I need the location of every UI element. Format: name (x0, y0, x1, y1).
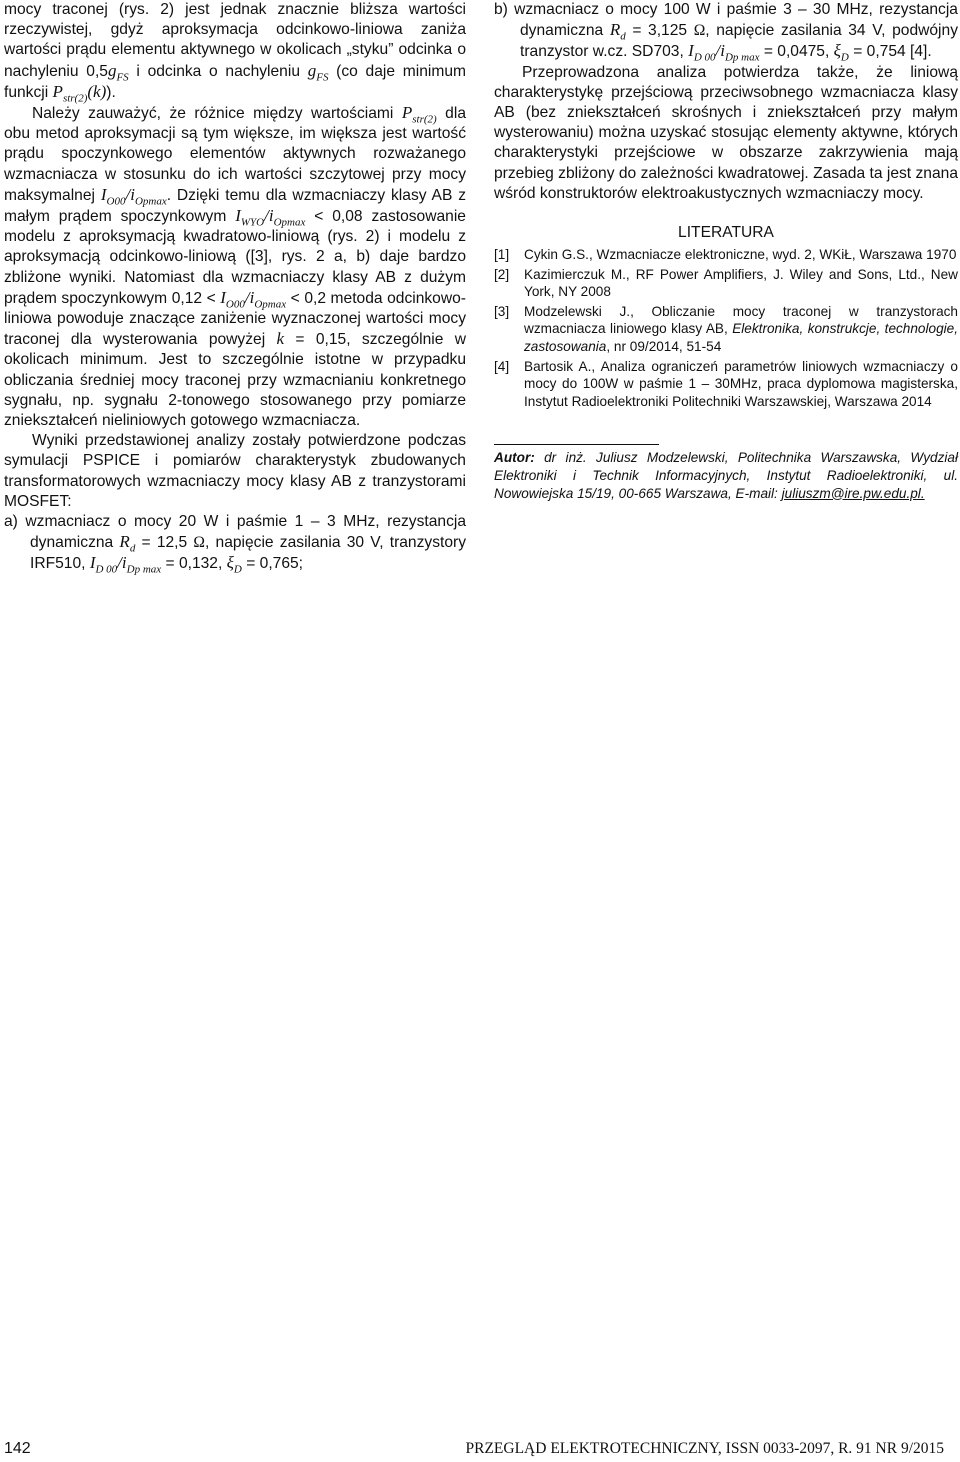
page-footer (4, 1440, 944, 1460)
right-column (494, 0, 958, 502)
reference-number: [2] (494, 266, 510, 282)
author-divider (494, 444, 659, 445)
author-label: Autor: (494, 450, 535, 466)
reference-item (494, 303, 958, 356)
reference-item (494, 358, 958, 411)
references-heading: LITERATURA (678, 224, 774, 242)
page-number: 142 (4, 1440, 31, 1457)
paragraph-3: Wyniki przedstawionej analizy zostały potwierdzone podczas symulacji PSPICE i pomiarów charakterystyk zbudowanych transformatorowych wzmacniaczy mocy klasy AB z tranzystorami MOSFET: (4, 432, 466, 510)
journal-citation: PRZEGLĄD ELEKTROTECHNICZNY, ISSN 0033-2097, R. 91 NR 9/2015 (465, 1440, 944, 1457)
reference-text: Modzelewski J., Obliczanie mocy traconej w tranzystorach wzmacniacza liniowego klasy AB, Elektronika, konstrukcje, technologie, zastosowania, nr 09/2014, 51-54 (524, 303, 958, 354)
paragraph-4: Przeprowadzona analiza potwierdza także, że liniową charakterystykę przejściową przeciwsobnego wzmacniacza klasy AB (bez zniekształceń skrośnych i zniekształceń przy małym wysterowaniu) można uzyskać stosując elementy aktywne, których charakterystyki przejściowe w obszarze zakrzywienia mają przebieg zbliżony do zależności kwadratowej. Zasada ta jest znana wśród konstruktorów elektroakustycznych wzmacniaczy mocy. (494, 63, 958, 202)
paragraph-1: mocy traconej (rys. 2) jest jednak znacznie bliższa wartości rzeczywistej, gdyż aproksymacja odcinkowo-liniowa zaniża wartości prądu elementu aktywnego w okolicach „styku” odcinka o nachyleniu $0,5g_{FS}$ i odcinka o nachyleniu $g_{FS}$ (co daje minimum funkcji $P_{str(2)}(k)$). (4, 1, 466, 105)
left-column (4, 0, 466, 575)
reference-item (494, 246, 958, 264)
reference-list (494, 246, 958, 410)
list-item-b: b) wzmacniacz o mocy 100 W i paśmie 3 – 30 MHz, rezystancja dynamiczna $R_d = 3,125$ Ω, napięcie zasilania 34 V, podwójny tranzystor w.cz. SD703, $I_{D 00}/i_{Dp max} = 0,0475$, $\xi_D = 0,754$ [4]. (494, 1, 958, 64)
reference-number: [3] (494, 303, 510, 319)
reference-item (494, 266, 958, 301)
reference-number: [1] (494, 247, 510, 263)
reference-text: Bartosik A., Analiza ograniczeń parametrów liniowych wzmacniaczy o mocy do 100W w paśmie 1 – 30MHz, praca dyplomowa magisterska, Instytut Radioelektroniki Politechniki Warszawskiej, Warszawa 2014 (524, 358, 958, 409)
list-item-a: a) wzmacniacz o mocy 20 W i paśmie 1 – 3 MHz, rezystancja dynamiczna $R_d = 12,5$ Ω, napięcie zasilania 30 V, tranzystory IRF510, $I_{D 00}/i_{Dp max} = 0,132$, $\xi_D = 0,765$; (4, 513, 466, 576)
reference-text: Cykin G.S., Wzmacniacze elektroniczne, wyd. 2, WKiŁ, Warszawa 1970 (524, 247, 957, 263)
author-note: Autor: dr inż. Juliusz Modzelewski, Politechnika Warszawska, Wydział Elektroniki i Technik Informacyjnych, Instytut Radioelektroniki, ul. Nowowiejska 15/19, 00-665 Warszawa, E-mail: juliuszm@ire.pw.edu.pl. (494, 450, 958, 501)
author-email-link[interactable]: juliuszm@ire.pw.edu.pl. (781, 485, 925, 501)
reference-text: Kazimierczuk M., RF Power Amplifiers, J. Wiley and Sons, Ltd., New York, NY 2008 (524, 266, 958, 300)
reference-number: [4] (494, 358, 510, 374)
paragraph-2: Należy zauważyć, że różnice między wartościami $P_{str(2)}$ dla obu metod aproksymacji są tym większe, im większa jest wartość prądu spoczynkowego elementów aktywnych rozważanego wzmacniacza w stosunku do ich wartości szczytowej przy mocy maksymalnej $I_{O00}/i_{Opmax}$. Dzięki temu dla wzmacniaczy klasy AB z małym prądem spoczynkowym $I_{WYO}/i_{Opmax} < 0,08$ zastosowanie modelu z aproksymacją kwadratowo-liniową (rys. 2) i modelu z aproksymacją odcinkowo-liniową ([3], rys. 2 a, b) daje bardzo zbliżone wyniki. Natomiast dla wzmacniaczy klasy AB z dużym prądem spoczynkowym $0,12 < I_{O00}/i_{Opmax} < 0,2$ metoda odcinkowo-liniowa powoduje znaczące zaniżenie wyznaczonej wartości mocy traconej dla wysterowania powyżej k = 0,15, szczególnie w okolicach minimum. Jest to szczególnie istotne w przypadku obliczania średniej mocy traconej przy wzmacnianiu konkretnego sygnału, np. sygnału 2-tonowego stosowanego przy pomiarze zniekształceń nieliniowych gotowego wzmacniacza. (4, 103, 467, 430)
